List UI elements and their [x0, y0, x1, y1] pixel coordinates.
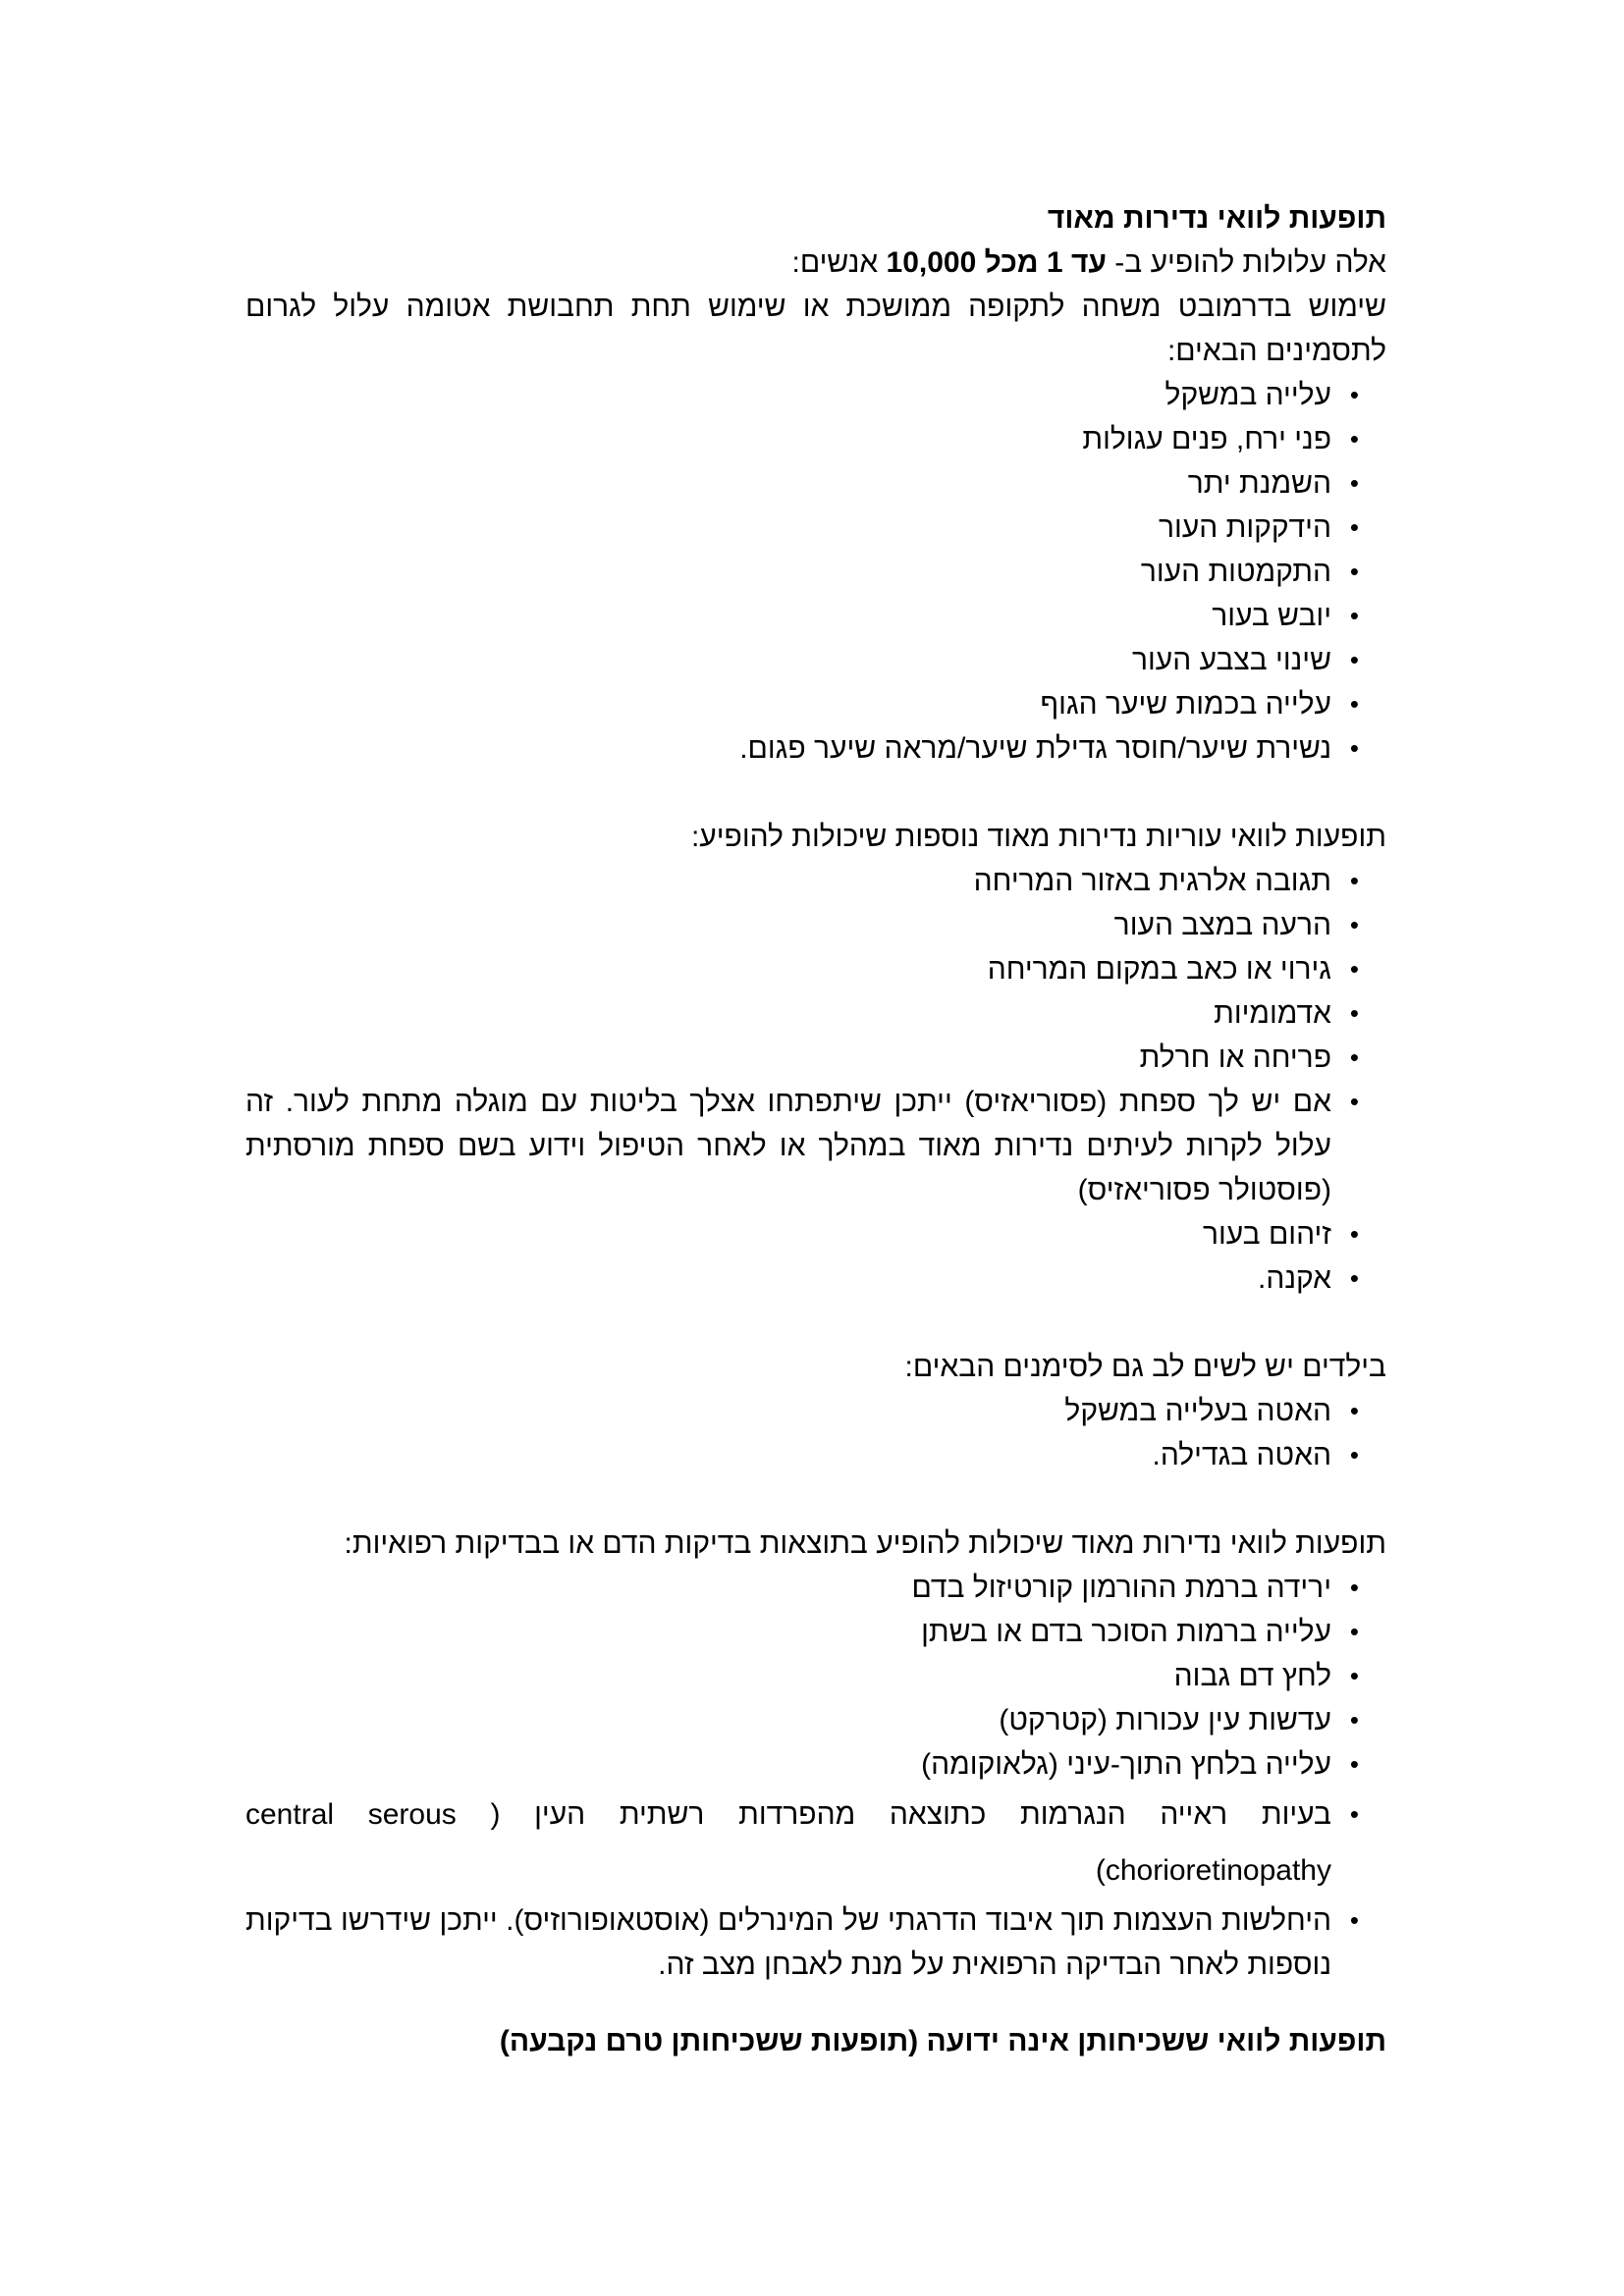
- list-item: • תגובה אלרגית באזור המריחה: [245, 859, 1359, 903]
- section-spacer: [245, 1301, 1386, 1345]
- list-item: • עלייה במשקל: [245, 373, 1359, 417]
- heading-unknown-frequency: תופעות לוואי ששכיחותן אינה ידועה (תופעות ששכיחותן טרם נקבעה): [499, 2025, 1386, 2057]
- list-item: • השמנת יתר: [245, 461, 1359, 506]
- list-item: • עלייה ברמות הסוכר בדם או בשתן: [245, 1610, 1359, 1654]
- skin-side-effects-list: [245, 859, 1386, 1301]
- frequency-intro: [245, 240, 1386, 285]
- children-signs-list: [245, 1389, 1386, 1477]
- frequency-intro-prefix: אלה עלולות להופיע ב-: [1114, 246, 1386, 279]
- frequency-intro-suffix: אנשים:: [791, 246, 887, 279]
- tests-paragraph: תופעות לוואי נדירות מאוד שיכולות להופיע בתוצאות בדיקות הדם או בבדיקות רפואיות:: [344, 1527, 1386, 1560]
- frequency-intro-bold: עד 1 מכל 10,000: [886, 246, 1115, 279]
- list-item: • הרעה במצב העור: [245, 903, 1359, 947]
- list-item: • ירידה ברמת ההורמון קורטיזול בדם: [245, 1566, 1359, 1610]
- children-paragraph: בילדים יש לשים לב גם לסימנים הבאים:: [904, 1351, 1386, 1383]
- list-item: • עלייה בכמות שיער הגוף: [245, 682, 1359, 726]
- list-item: • האטה בגדילה.: [245, 1433, 1359, 1477]
- list-item: • בעיות ראייה הנגרמות כתוצאה מהפרדות רשתית העין ( central serous chorioretinopathy): [245, 1787, 1359, 1898]
- list-item: • אם יש לך ספחת (פסוריאזיס) ייתכן שיתפתחו אצלך בליטות עם מוגלה מתחת לעור. זה עלול לקרות לעיתים נדירות מאוד במהלך או לאחר הטיפול וידוע בשם ספחת מורסתית (פוסטולר פסוריאזיס): [245, 1080, 1359, 1212]
- list-item: • עדשות עין עכורות (קטרקט): [245, 1698, 1359, 1742]
- list-item: • פני ירח, פנים עגולות: [245, 417, 1359, 461]
- section-spacer: [245, 771, 1386, 815]
- tests-side-effects-list: [245, 1566, 1386, 1987]
- heading-very-rare: תופעות לוואי נדירות מאוד: [1047, 202, 1386, 235]
- leaflet-page: [245, 196, 1386, 2063]
- list-item: • פריחה או חרלת: [245, 1036, 1359, 1080]
- section-spacer: [245, 1477, 1386, 1522]
- list-item: • התקמטות העור: [245, 550, 1359, 594]
- steroid-side-effects-list: [245, 373, 1386, 771]
- section-spacer: [245, 1987, 1386, 2019]
- list-item: • הידקקות העור: [245, 506, 1359, 550]
- list-item: • גירוי או כאב במקום המריחה: [245, 947, 1359, 991]
- list-item: • אדמומיות: [245, 991, 1359, 1036]
- list-item: • האטה בעלייה במשקל: [245, 1389, 1359, 1433]
- list-item: • אקנה.: [245, 1256, 1359, 1301]
- list-item: • יובש בעור: [245, 594, 1359, 638]
- list-item: • נשירת שיער/חוסר גדילת שיער/מראה שיער פגום.: [245, 726, 1359, 771]
- steroid-use-paragraph: שימוש בדרמובט משחה לתקופה ממושכת או שימוש תחת תחבושת אטומה עלול לגרום לתסמינים הבאים:: [245, 291, 1386, 367]
- list-item: • זיהום בעור: [245, 1212, 1359, 1256]
- list-item: • עלייה בלחץ התוך-עיני (גלאוקומה): [245, 1742, 1359, 1787]
- list-item: • לחץ דם גבוה: [245, 1654, 1359, 1698]
- list-item: • היחלשות העצמות תוך איבוד הדרגתי של המינרלים (אוסטאופורוזיס). ייתכן שידרשו בדיקות נוספות לאחר הבדיקה הרפואית על מנת לאבחן מצב זה.: [245, 1898, 1359, 1987]
- skin-effects-paragraph: תופעות לוואי עוריות נדירות מאוד נוספות שיכולות להופיע:: [690, 821, 1386, 853]
- list-item: • שינוי בצבע העור: [245, 638, 1359, 682]
